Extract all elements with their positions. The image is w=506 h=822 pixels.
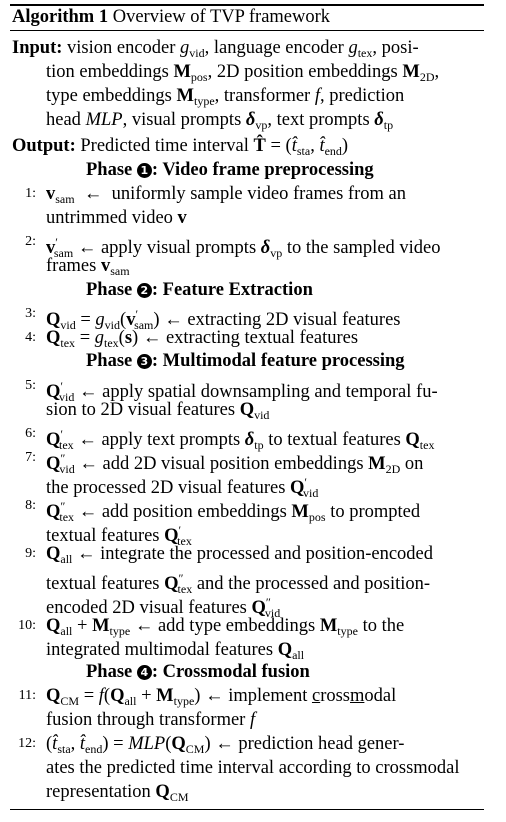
algorithm-label: Algorithm 1: [12, 7, 109, 27]
phase-3-marker: 3: [137, 354, 152, 369]
input-line-3: type embeddings $M_{type}$, transformer f, prediction: [46, 86, 405, 108]
step-11-cont: fusion through transformer f: [46, 710, 256, 730]
step-11-number: 11:: [18, 688, 36, 703]
step-12-cont-1: ates the predicted time interval according to crossmodal: [46, 758, 460, 778]
step-4: $Q_{tex} = g_{tex}(s)$ ← extracting textual features: [46, 328, 359, 350]
input-label: Input:: [12, 38, 63, 58]
bottom-rule: [10, 809, 484, 810]
step-12: ($t̂_{sta}$, $t̂_{end}) = MLP(Q_{CM})$ ← prediction head gener-: [46, 734, 405, 756]
step-8: $Q''_{tex}$ ← add position embeddings $M_{pos}$ to prompted: [46, 499, 421, 524]
step-7: $Q''_{vid}$ ← add 2D visual position embeddings $M_{2D}$ on: [46, 451, 424, 476]
step-1: $v_{sam}$ ← uniformly sample video frames from an: [46, 184, 406, 206]
output-line: Output: Predicted time interval T̂ = ($t̂_{sta}$, $t̂_{end}$): [12, 136, 349, 158]
step-7-cont: the processed 2D visual features $Q'_{vid}$: [46, 475, 319, 500]
phase-4-marker: 4: [137, 665, 152, 680]
step-5-number: 5:: [25, 378, 36, 393]
step-10-cont: integrated multimodal features $Q_{all}$: [46, 640, 305, 662]
output-label: Output:: [12, 136, 76, 156]
step-9: $Q_{all}$ ← integrate the processed and position-encoded: [46, 544, 434, 566]
step-5-cont: sion to 2D visual features $Q_{vid}$: [46, 400, 270, 422]
phase-1-heading: Phase 1 : Video frame preprocessing: [86, 160, 374, 180]
step-1-number: 1:: [25, 186, 36, 201]
phase-2-marker: 2: [137, 283, 152, 298]
phase-2-heading: Phase 2 : Feature Extraction: [86, 280, 313, 300]
step-3: $Q_{vid} = g_{vid}(v'_{sam})$ ← extracting 2D visual features: [46, 307, 401, 332]
step-10-number: 10:: [18, 618, 36, 633]
input-line-1: Input: vision encoder $g_{vid}$, language encoder $g_{tex}$, posi-: [12, 38, 419, 60]
algorithm-title: Overview of TVP framework: [112, 7, 331, 27]
phase-1-marker: 1: [137, 163, 152, 178]
step-9-cont-2: encoded 2D visual features $Q''_{vid}$: [46, 595, 281, 620]
step-12-number: 12:: [18, 736, 36, 751]
step-5: $Q'_{vid}$ ← apply spatial downsampling and temporal fu-: [46, 379, 438, 404]
input-line-2: tion embeddings $M_{pos}$, 2D position embeddings $M_{2D}$,: [46, 62, 440, 84]
step-12-cont-2: representation $Q_{CM}$: [46, 782, 189, 804]
step-4-number: 4:: [25, 330, 36, 345]
step-7-number: 7:: [25, 450, 36, 465]
step-2-cont: frames $v_{sam}$: [46, 256, 130, 278]
step-2-number: 2:: [25, 234, 36, 249]
phase-4-heading: Phase 4 : Crossmodal fusion: [86, 662, 310, 682]
step-8-number: 8:: [25, 498, 36, 513]
step-8-cont: textual features $Q'_{tex}$: [46, 523, 192, 548]
algorithm-caption: [12, 6, 330, 28]
step-3-number: 3:: [25, 306, 36, 321]
phase-3-heading: Phase 3 : Multimodal feature processing: [86, 351, 405, 371]
step-9-number: 9:: [25, 546, 36, 561]
step-9-cont-1: textual features $Q''_{tex}$ and the processed and position-: [46, 571, 431, 596]
step-1-cont: untrimmed video v: [46, 208, 187, 228]
caption-rule: [10, 30, 484, 31]
step-11: $Q_{CM} = f(Q_{all} + M_{type})$ ← implement crossmodal: [46, 686, 397, 708]
step-6-number: 6:: [25, 426, 36, 441]
step-6: $Q'_{tex}$ ← apply text prompts $\delta_{tp}$ to textual features $Q_{tex}$: [46, 427, 435, 452]
input-line-4: head MLP, visual prompts $\delta_{vp}$, text prompts $\delta_{tp}$: [46, 110, 394, 132]
step-10: $Q_{all} + M_{type}$ ← add type embeddings $M_{type}$ to the: [46, 616, 405, 638]
step-2: $v'_{sam}$ ← apply visual prompts $\delta_{vp}$ to the sampled video: [46, 235, 441, 260]
